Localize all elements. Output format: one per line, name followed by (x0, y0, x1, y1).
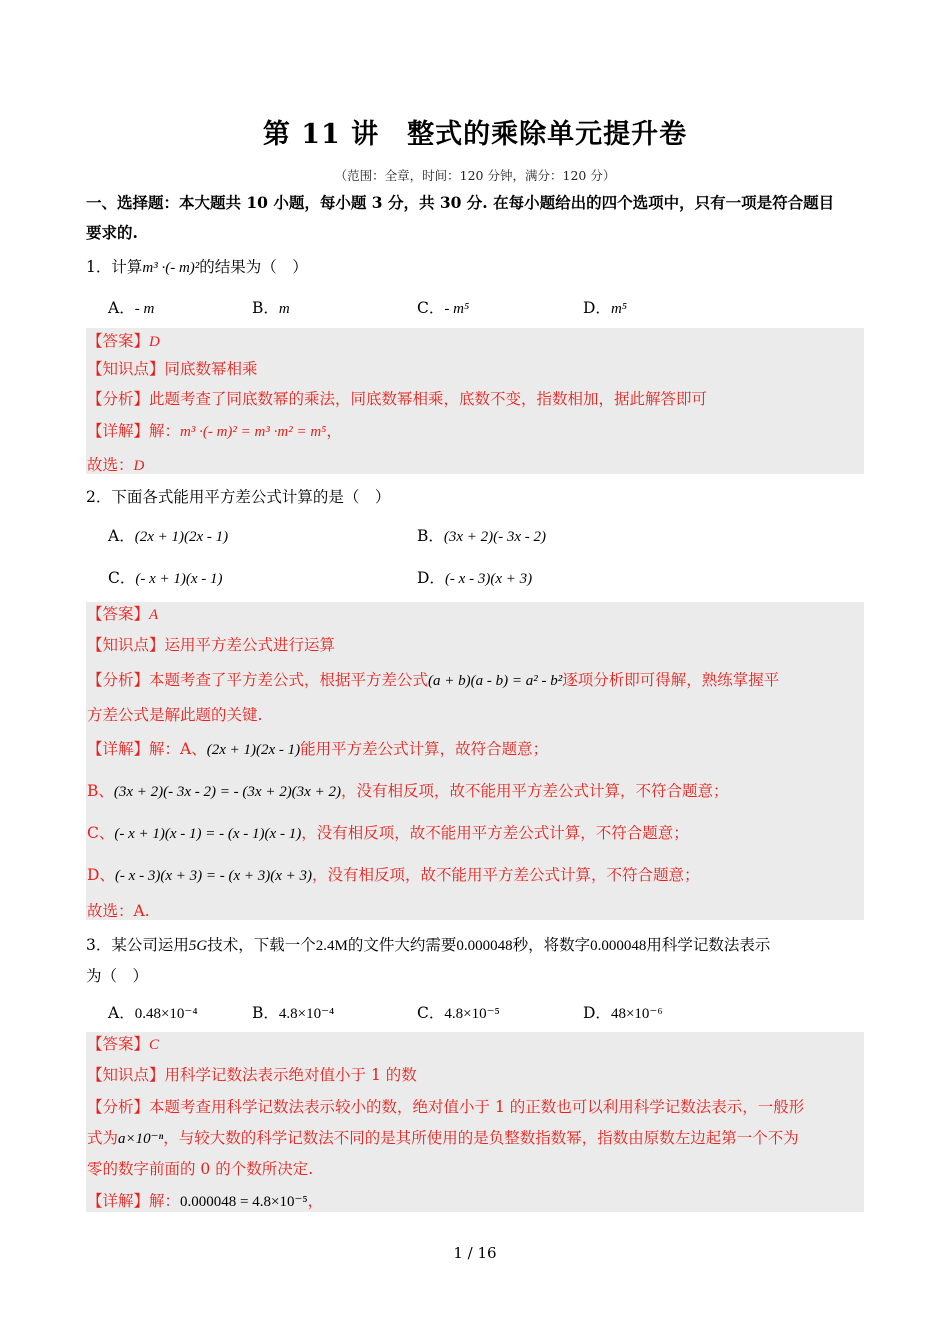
question-3-stem-cont: 为（ ） (86, 967, 149, 985)
q3-analysis: 【分析】本题考查用科学记数法表示较小的数，绝对值小于 1 的正数也可以利用科学记数法表示，一般形 (87, 1098, 805, 1116)
q2-option-a: A．(2x + 1)(2x - 1) (108, 527, 229, 545)
q2-detail-a: 【详解】解：A、(2x + 1)(2x - 1)能用平方差公式计算，故符合题意； (87, 740, 549, 758)
page-subtitle: （范围：全章，时间：120 分钟，满分：120 分） (334, 168, 616, 183)
q1-expression: m³ ·(- m)² (142, 260, 200, 276)
q1-analysis: 【分析】此题考查了同底数幂的乘法，同底数幂相乘，底数不变，指数相加，据此解答即可 (87, 390, 708, 408)
question-3-stem: 3．某公司运用5G技术，下载一个2.4M的文件大约需要0.000048秒，将数字0.000048用科学记数法表示 (86, 936, 771, 954)
q2-analysis: 【分析】本题考查了平方差公式，根据平方差公式(a + b)(a - b) = a² - b²逐项分析即可得解，熟练掌握平 (87, 671, 780, 689)
q2-detail-d: D、(- x - 3)(x + 3) = - (x + 3)(x + 3)，没有相反项，故不能用平方差公式计算，不符合题意； (87, 866, 700, 884)
q3-detail: 【详解】解：0.000048 = 4.8×10⁻⁵， (87, 1192, 324, 1210)
q1-option-a: A．- m (108, 299, 155, 317)
q1-knowledge: 【知识点】同底数幂相乘 (87, 360, 258, 378)
q3-answer: 【答案】C (87, 1035, 160, 1053)
q1-option-d: D．m⁵ (583, 299, 627, 317)
page-number: 1 / 16 (453, 1244, 497, 1262)
q2-final: 故选：A. (87, 902, 150, 920)
q2-option-d: D．(- x - 3)(x + 3) (417, 569, 533, 587)
q2-detail-b: B、(3x + 2)(- 3x - 2) = - (3x + 2)(3x + 2)，没有相反项，故不能用平方差公式计算，不符合题意； (87, 782, 729, 800)
section-heading: 一、选择题：本大题共 10 小题，每小题 3 分，共 30 分. 在每小题给出的四个选项中，只有一项是符合题目 (86, 193, 835, 212)
q2-option-b: B．(3x + 2)(- 3x - 2) (417, 527, 547, 545)
q3-knowledge: 【知识点】用科学记数法表示绝对值小于 1 的数 (87, 1066, 417, 1084)
q2-knowledge: 【知识点】运用平方差公式进行运算 (87, 636, 336, 654)
page-title: 第 11 讲 整式的乘除单元提升卷 (262, 119, 688, 150)
q2-detail-c: C、(- x + 1)(x - 1) = - (x - 1)(x - 1)，没有相反项，故不能用平方差公式计算，不符合题意； (87, 824, 689, 842)
q3-analysis-cont: 式为a×10⁻ⁿ，与较大数的科学记数法不同的是其所使用的是负整数指数幂，指数由原数左边起第一个不为 (87, 1129, 799, 1147)
q3-option-c: C．4.8×10⁻⁵ (417, 1004, 500, 1022)
q1-answer: 【答案】D (87, 332, 160, 350)
q2-answer: 【答案】A (87, 605, 159, 623)
q3-option-b: B．4.8×10⁻⁴ (252, 1004, 335, 1022)
q3-analysis-cont2: 零的数字前面的 0 的个数所决定. (87, 1160, 314, 1178)
q3-option-a: A．0.48×10⁻⁴ (108, 1004, 198, 1022)
q1-detail: 【详解】解：m³ ·(- m)² = m³ ·m² = m⁵， (87, 422, 342, 440)
q1-option-c: C．- m⁵ (417, 299, 470, 317)
question-1-stem: 1．计算m³ ·(- m)²的结果为（ ） (86, 258, 308, 276)
q3-solution-box (86, 1032, 864, 1212)
q1-final: 故选：D (87, 456, 145, 474)
question-2-stem: 2．下面各式能用平方差公式计算的是（ ） (86, 488, 391, 506)
q1-option-b: B．m (252, 299, 290, 317)
q3-option-d: D．48×10⁻⁶ (583, 1004, 663, 1022)
section-heading-cont: 要求的. (86, 223, 138, 242)
q2-option-c: C．(- x + 1)(x - 1) (108, 569, 223, 587)
q2-analysis-cont: 方差公式是解此题的关键. (87, 706, 263, 724)
